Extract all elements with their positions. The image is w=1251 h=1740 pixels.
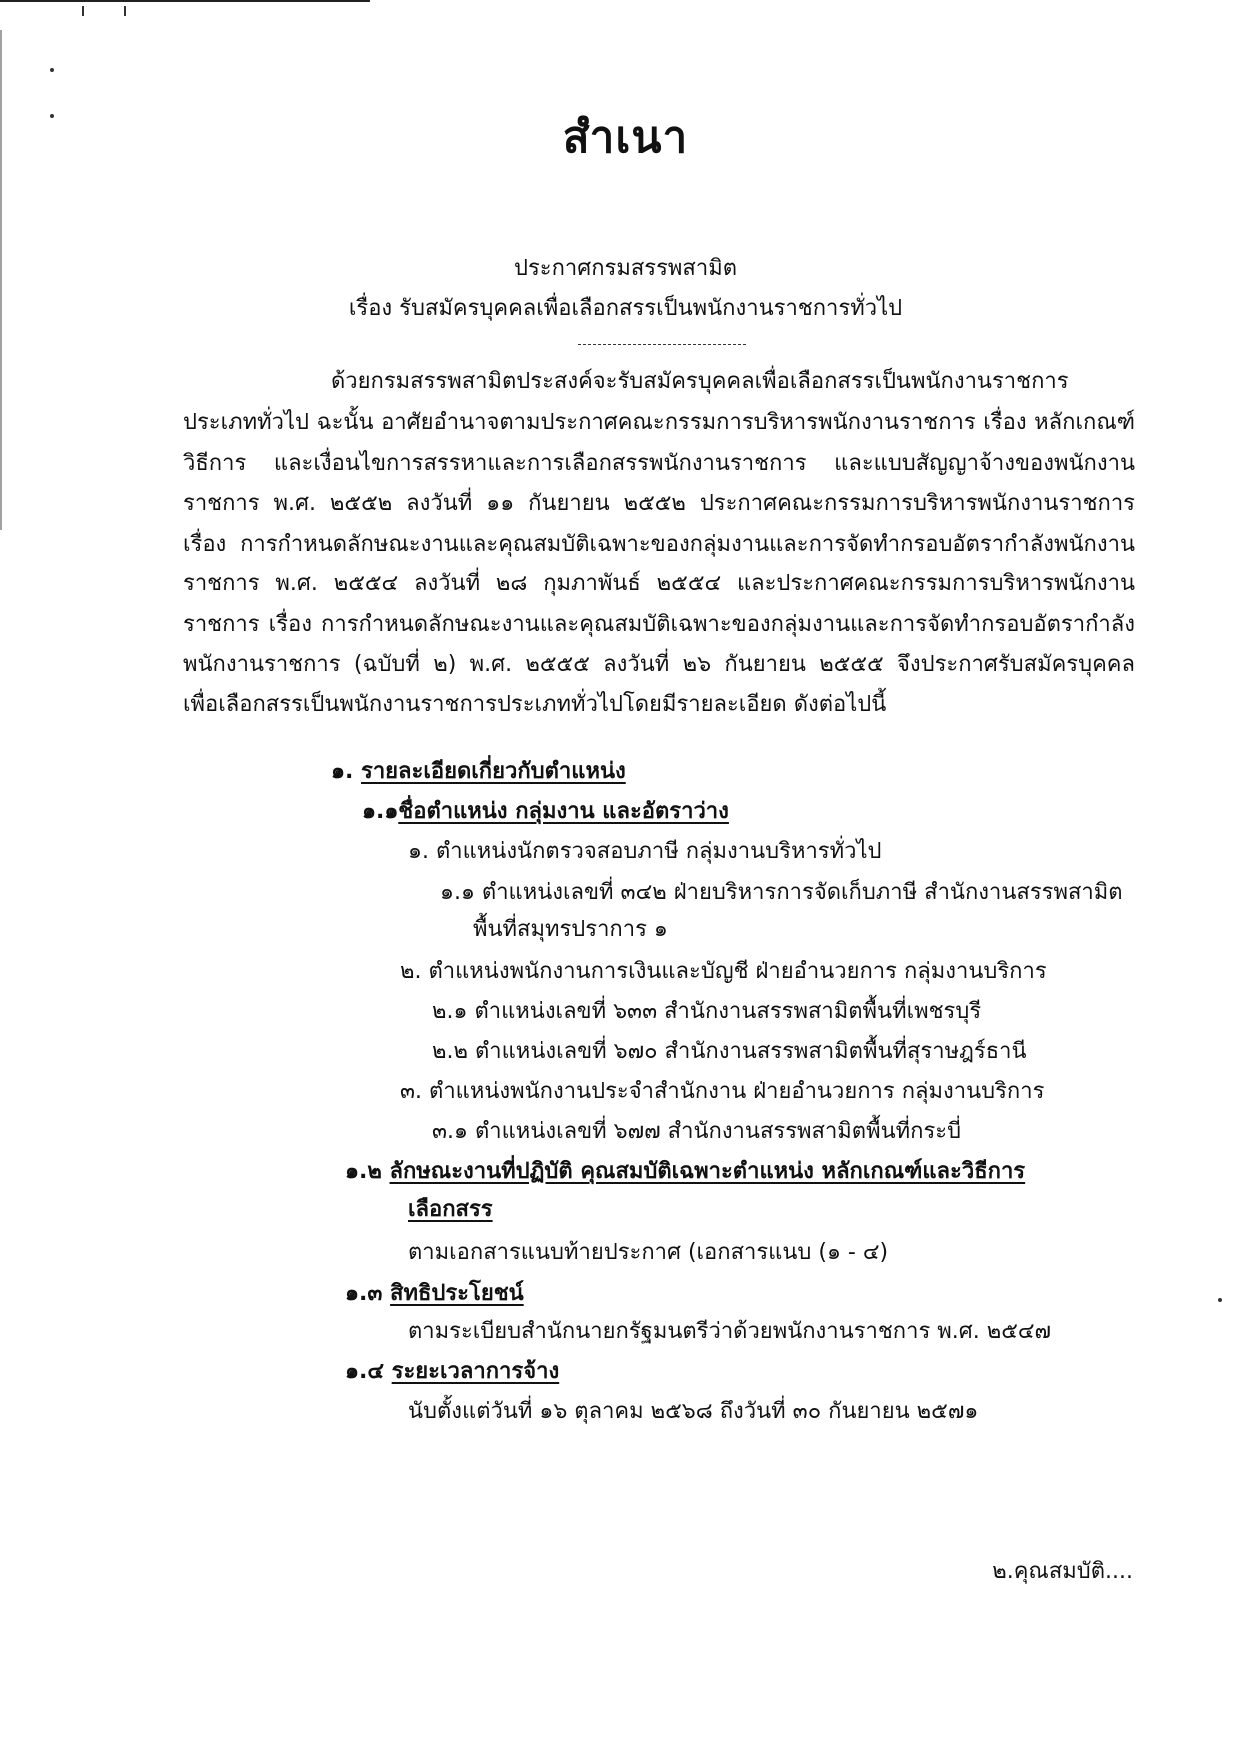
section-title: ลักษณะงานที่ปฏิบัติ คุณสมบัติเฉพาะตำแหน่ง หลักเกณฑ์และวิธีการ (389, 1159, 1026, 1184)
section-number: ๑.๑ (362, 799, 399, 824)
section-title-continued: เลือกสรร (408, 1197, 493, 1222)
header-divider (578, 344, 746, 345)
position-item: พื้นที่สมุทรปราการ ๑ (473, 917, 668, 942)
position-item: ๒. ตำแหน่งพนักงานการเงินและบัญชี ฝ่ายอำนวยการ กลุ่มงานบริการ (400, 959, 1047, 984)
scan-tick-mark (82, 6, 84, 16)
scan-speck (1218, 1298, 1222, 1302)
intro-line: เพื่อเลือกสรรเป็นพนักงานราชการประเภททั่วไปโดยมีรายละเอียด ดังต่อไปนี้ (183, 692, 887, 717)
position-item: ๒.๒ ตำแหน่งเลขที่ ๖๗๐ สำนักงานสรรพสามิตพื้นที่สุราษฎร์ธานี (432, 1039, 1027, 1064)
scan-tick-mark (124, 6, 126, 16)
position-item: ๑. ตำแหน่งนักตรวจสอบภาษี กลุ่มงานบริหารทั่วไป (408, 839, 882, 864)
section-1-3-heading (345, 1280, 524, 1308)
position-item: ๓.๑ ตำแหน่งเลขที่ ๖๗๗ สำนักงานสรรพสามิตพื้นที่กระบี่ (432, 1119, 962, 1144)
section-title: สิทธิประโยชน์ (390, 1281, 524, 1306)
position-item: ๑.๑ ตำแหน่งเลขที่ ๓๔๒ ฝ่ายบริหารการจัดเก็บภาษี สำนักงานสรรพสามิต (440, 880, 1123, 905)
section-title: รายละเอียดเกี่ยวกับตำแหน่ง (361, 759, 626, 784)
section-number: ๑.๒ (345, 1159, 382, 1184)
continuation-note: ๒.คุณสมบัติ.... (992, 1559, 1133, 1584)
section-1-2-heading (345, 1158, 1025, 1186)
announcement-subject: เรื่อง รับสมัครบุคคลเพื่อเลือกสรรเป็นพนักงานราชการทั่วไป (348, 296, 903, 321)
intro-line: ราชการ พ.ศ. ๒๕๕๔ ลงวันที่ ๒๘ กุมภาพันธ์ ๒๕๕๔ และประกาศคณะกรรมการบริหารพนักงาน (183, 571, 1135, 596)
section-title: ระยะเวลาการจ้าง (391, 1359, 560, 1384)
intro-line: ด้วยกรมสรรพสามิตประสงค์จะรับสมัครบุคคลเพื่อเลือกสรรเป็นพนักงานราชการ (331, 369, 1069, 394)
section-number: ๑.๔ (345, 1359, 384, 1384)
section-number: ๑.๓ (345, 1281, 383, 1306)
section-1-heading (331, 758, 626, 786)
section-1-4-heading (345, 1358, 559, 1386)
copy-stamp-title: สำเนา (562, 112, 689, 163)
announcement-title: ประกาศกรมสรรพสามิต (513, 256, 737, 281)
position-item: ๓. ตำแหน่งพนักงานประจำสำนักงาน ฝ่ายอำนวยการ กลุ่มงานบริการ (400, 1079, 1045, 1104)
intro-line: พนักงานราชการ (ฉบับที่ ๒) พ.ศ. ๒๕๕๕ ลงวันที่ ๒๖ กันยายน ๒๕๕๕ จึงประกาศรับสมัครบุคคล (183, 652, 1135, 677)
intro-line: ประเภททั่วไป ฉะนั้น อาศัยอำนาจตามประกาศคณะกรรมการบริหารพนักงานราชการ เรื่อง หลักเกณฑ์ (183, 410, 1135, 435)
position-item: ๒.๑ ตำแหน่งเลขที่ ๖๓๓ สำนักงานสรรพสามิตพื้นที่เพชรบุรี (432, 999, 982, 1024)
section-body: ตามระเบียบสำนักนายกรัฐมนตรีว่าด้วยพนักงานราชการ พ.ศ. ๒๕๔๗ (408, 1319, 1052, 1344)
intro-line: เรื่อง การกำหนดลักษณะงานและคุณสมบัติเฉพาะของกลุ่มงานและการจัดทำกรอบอัตรากำลังพนักงาน (183, 532, 1135, 557)
section-1-1-heading (362, 798, 729, 826)
scan-speck (50, 68, 54, 72)
intro-line: ราชการ พ.ศ. ๒๕๕๒ ลงวันที่ ๑๑ กันยายน ๒๕๕๒ ประกาศคณะกรรมการบริหารพนักงานราชการ (183, 491, 1135, 516)
section-title: ชื่อตำแหน่ง กลุ่มงาน และอัตราว่าง (398, 799, 729, 824)
section-body: ตามเอกสารแนบท้ายประกาศ (เอกสารแนบ (๑ - ๔) (408, 1240, 889, 1265)
section-body: นับตั้งแต่วันที่ ๑๖ ตุลาคม ๒๕๖๘ ถึงวันที่ ๓๐ กันยายน ๒๕๗๑ (408, 1399, 979, 1424)
intro-line: ราชการ เรื่อง การกำหนดลักษณะงานและคุณสมบัติเฉพาะของกลุ่มงานและการจัดทำกรอบอัตรากำลัง (183, 612, 1135, 637)
section-number: ๑. (331, 759, 354, 784)
scan-top-rule (0, 0, 370, 2)
intro-line: วิธีการ และเงื่อนไขการสรรหาและการเลือกสรรพนักงานราชการ และแบบสัญญาจ้างของพนักงาน (183, 451, 1135, 476)
